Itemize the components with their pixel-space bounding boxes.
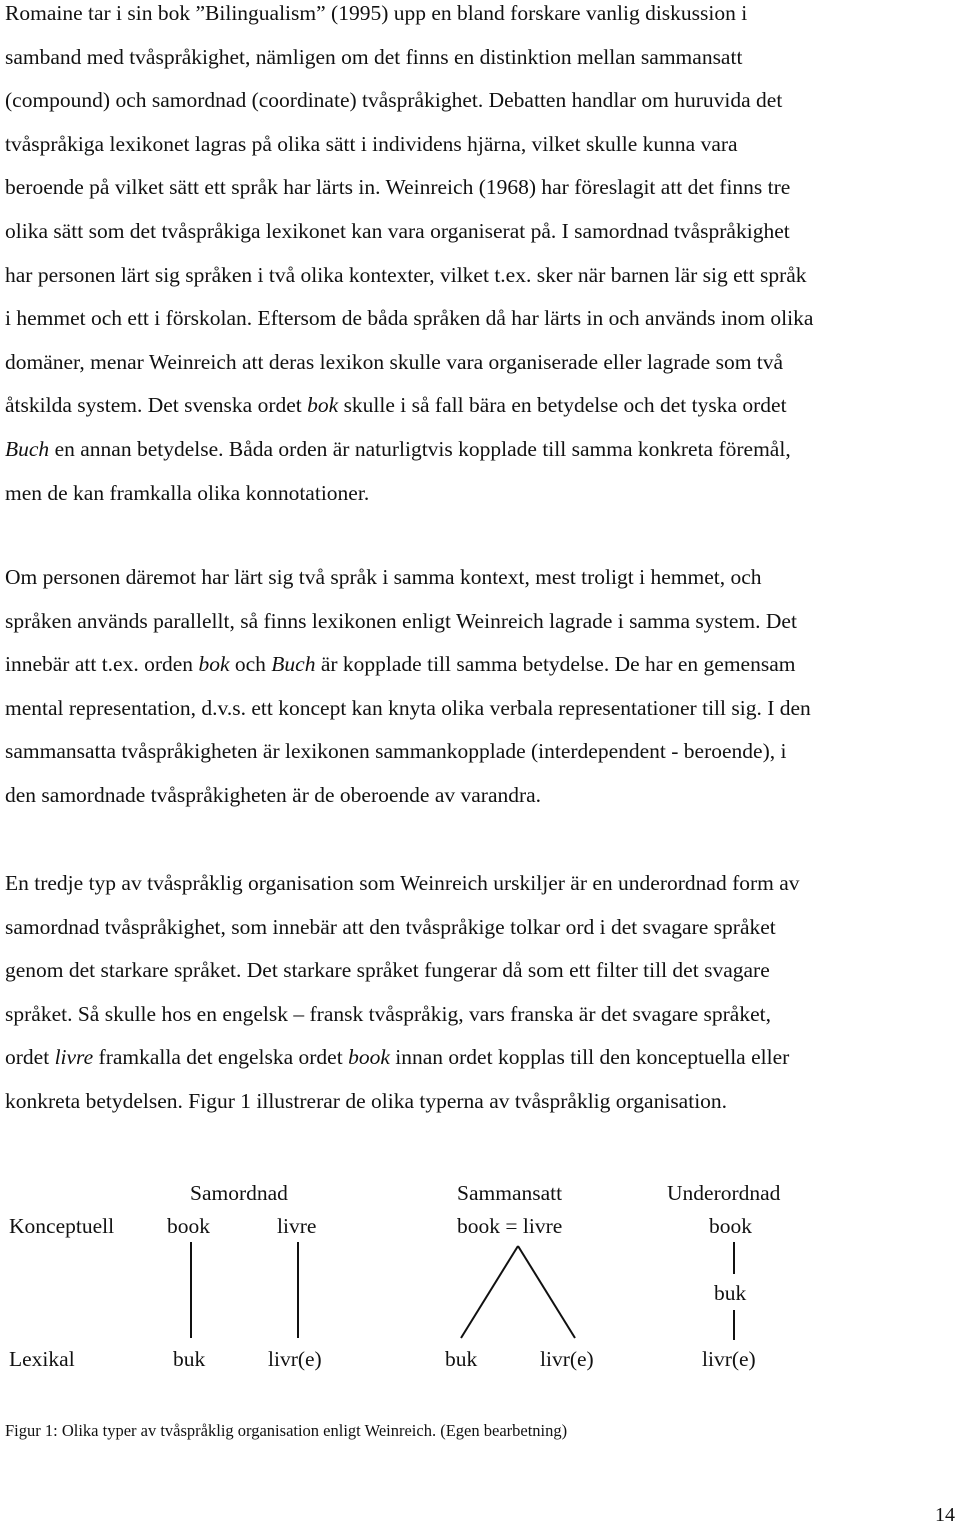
- text-run: tvåspråkiga lexikonet lagras på olika sätt i individens hjärna, vilket skulle kunna vara: [5, 131, 738, 156]
- text-line: [5, 1080, 955, 1124]
- text-line: [5, 254, 955, 298]
- paragraph-3: [5, 862, 955, 1124]
- text-line: [5, 428, 955, 472]
- text-line: [5, 472, 955, 516]
- text-run: samband med tvåspråkighet, nämligen om det finns en distinktion mellan sammansatt: [5, 44, 743, 69]
- figure-sammansatt-lexical-livre: livr(e): [540, 1347, 594, 1371]
- figure-underordnad-concept: book: [709, 1214, 752, 1238]
- figure-sammansatt-lexical-buk: buk: [445, 1347, 478, 1371]
- sammansatt-line-left: [461, 1246, 518, 1338]
- figure-samordnad-lexical-buk: buk: [173, 1347, 206, 1371]
- sammansatt-line-right: [518, 1246, 575, 1338]
- text-run: Romaine tar i sin bok ”Bilingualism” (1995) upp en bland forskare vanlig diskussion i: [5, 1, 748, 25]
- text-line: [5, 384, 955, 428]
- text-line: [5, 556, 955, 600]
- italic-word: livre: [54, 1045, 94, 1070]
- text-line: [5, 949, 955, 993]
- text-line: [5, 0, 955, 36]
- text-run: innan ordet kopplas till den konceptuella eller: [389, 1045, 790, 1070]
- text-run: skulle i så fall bära en betydelse och det tyska ordet: [338, 393, 787, 418]
- text-run: den samordnade tvåspråkigheten är de oberoende av varandra.: [5, 782, 542, 807]
- figure-samordnad-concept-book: book: [167, 1214, 210, 1238]
- text-line: [5, 297, 955, 341]
- text-run: ordet: [5, 1045, 55, 1070]
- text-line: [5, 341, 955, 385]
- text-run: samordnad tvåspråkighet, som innebär att den tvåspråkige tolkar ord i det svagare språket: [5, 914, 776, 939]
- italic-word: Buch: [5, 436, 50, 461]
- text-run: språket. Så skulle hos en engelsk – fransk tvåspråkig, vars franska är det svagare språket,: [5, 1001, 771, 1026]
- text-run: domäner, menar Weinreich att deras lexikon skulle vara organiserade eller lagrade som två: [5, 349, 784, 374]
- text-line: [5, 774, 955, 818]
- text-run: beroende på vilket sätt ett språk har lärts in. Weinreich (1968) har föreslagit att det finns tre: [5, 175, 791, 200]
- figure-header-sammansatt: Sammansatt: [457, 1181, 563, 1205]
- text-line: [5, 687, 955, 731]
- paragraph-1: [5, 0, 955, 515]
- page-number: 14: [935, 1504, 955, 1526]
- text-run: åtskilda system. Det svenska ordet: [5, 393, 308, 418]
- text-line: [5, 79, 955, 123]
- text-run: sammansatta tvåspråkigheten är lexikonen sammankopplade (interdependent - beroende), i: [5, 739, 787, 764]
- text-run: framkalla det engelska ordet: [93, 1045, 349, 1070]
- text-line: [5, 600, 955, 644]
- text-run: konkreta betydelsen. Figur 1 illustrerar de olika typerna av tvåspråklig organisation.: [5, 1088, 728, 1113]
- text-run: En tredje typ av tvåspråklig organisation som Weinreich urskiljer är en underordnad form av: [5, 871, 800, 895]
- text-run: har personen lärt sig språken i två olika kontexter, vilket t.ex. sker när barnen lär sig ett språk: [5, 262, 807, 287]
- figure-underordnad-lexical: livr(e): [702, 1347, 756, 1371]
- paragraph-2: [5, 556, 955, 818]
- text-run: och: [229, 652, 272, 677]
- italic-word: Buch: [271, 652, 316, 677]
- figure-samordnad-lexical-livre: livr(e): [268, 1347, 322, 1371]
- figure-row-label-konceptuell: Konceptuell: [9, 1214, 115, 1238]
- text-run: språken används parallellt, så finns lexikonen enligt Weinreich lagrade i samma system. Det: [5, 608, 797, 633]
- figure-caption: Figur 1: Olika typer av tvåspråklig organisation enligt Weinreich. (Egen bearbetning): [5, 1421, 568, 1440]
- figure-row-label-lexikal: Lexikal: [9, 1347, 75, 1371]
- text-line: [5, 166, 955, 210]
- text-run: genom det starkare språket. Det starkare språket fungerar då som ett filter till det svagare: [5, 958, 770, 983]
- text-line: [5, 1036, 955, 1080]
- text-run: är kopplade till samma betydelse. De har en gemensam: [315, 652, 796, 677]
- text-line: [5, 643, 955, 687]
- text-line: [5, 210, 955, 254]
- italic-word: book: [348, 1045, 390, 1070]
- text-line: [5, 123, 955, 167]
- text-line: [5, 730, 955, 774]
- figure-samordnad-concept-livre: livre: [277, 1214, 317, 1238]
- text-run: (compound) och samordnad (coordinate) tvåspråkighet. Debatten handlar om huruvida det: [5, 88, 783, 113]
- text-run: innebär att t.ex. orden: [5, 652, 199, 677]
- figure-underordnad-middle: buk: [714, 1281, 747, 1305]
- figure-header-samordnad: Samordnad: [190, 1181, 288, 1205]
- text-line: [5, 862, 955, 906]
- text-run: men de kan framkalla olika konnotationer.: [5, 480, 370, 505]
- text-run: i hemmet och ett i förskolan. Eftersom de båda språken då har lärts in och används inom olika: [5, 306, 814, 331]
- text-line: [5, 906, 955, 950]
- text-run: en annan betydelse. Båda orden är naturligtvis kopplade till samma konkreta föremål,: [49, 436, 791, 461]
- text-line: [5, 36, 955, 80]
- italic-word: bok: [198, 652, 230, 677]
- text-run: mental representation, d.v.s. ett koncept kan knyta olika verbala representationer till sig. I den: [5, 695, 811, 720]
- figure-header-underordnad: Underordnad: [667, 1181, 781, 1205]
- text-line: [5, 993, 955, 1037]
- text-run: olika sätt som det tvåspråkiga lexikonet kan vara organiserat på. I samordnad tvåspråkighet: [5, 218, 790, 243]
- text-run: Om personen däremot har lärt sig två språk i samma kontext, mest troligt i hemmet, och: [5, 565, 762, 589]
- figure-connector-lines: [0, 1160, 960, 1400]
- figure-sammansatt-concept: book = livre: [457, 1214, 563, 1238]
- italic-word: bok: [307, 393, 339, 418]
